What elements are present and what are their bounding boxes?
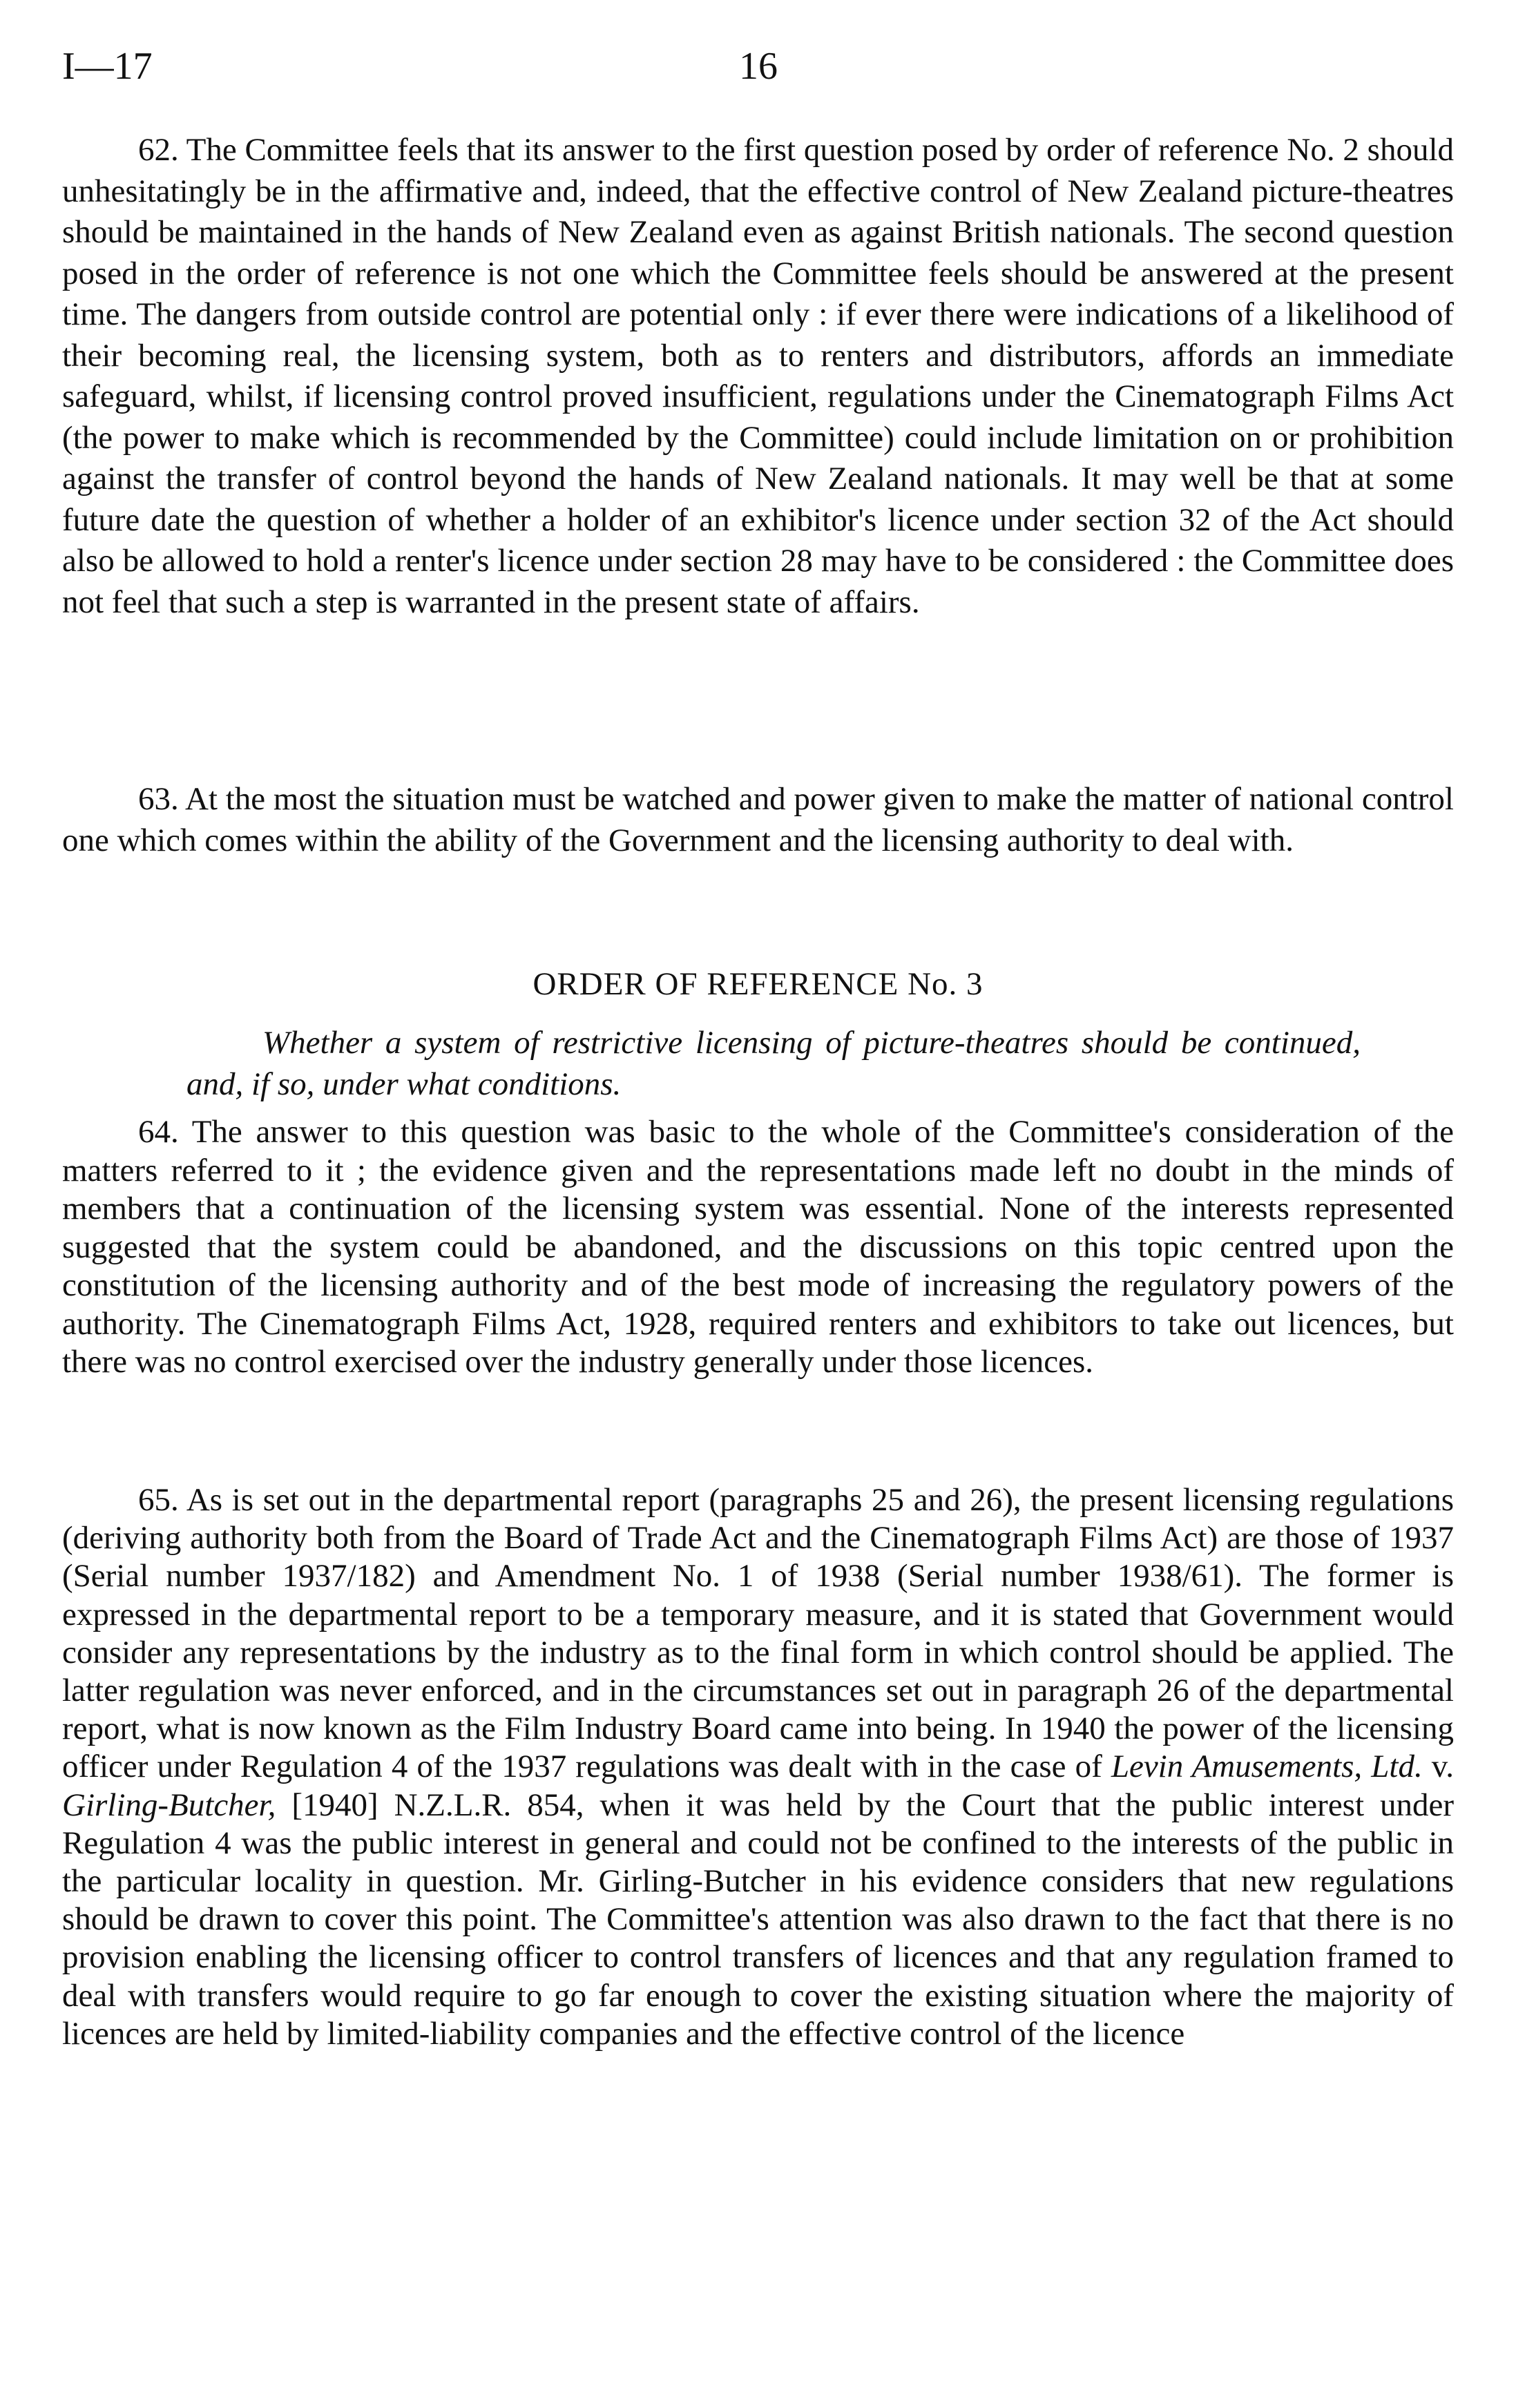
paragraph-63: 63. At the most the situation must be watched and power given to make the matter of national control one which comes within the ability of the Government and the licensing authority to deal with. — [62, 781, 1454, 858]
case-versus: v. — [1422, 1749, 1454, 1785]
section-heading: ORDER OF REFERENCE No. 3 — [532, 966, 984, 1002]
paragraph-65 — [62, 1481, 1454, 2053]
paragraph-65-text-end: [1940] N.Z.L.R. 854, when it was held by the Court that the public interest under Regulation 4 was the public interest in general and could not be confined to the interests of the public in the particular locality in question. Mr. Girling-Butcher in his evidence considers that new regulations should be drawn to cover this point. The Committee's attention was also drawn to the fact that there is no provision enabling the licensing officer to control transfers of licences and that any regulation framed to deal with transfers would require to go far enough to cover the existing situation where the majority of licences are held by limited-liability companies and the effective control of the licence — [62, 1786, 1454, 2052]
page-number: 16 — [739, 45, 778, 88]
case-name: Levin Amusements, Ltd. — [1111, 1749, 1423, 1785]
page-header — [62, 44, 1457, 99]
page-reference: I—17 — [62, 45, 153, 88]
paragraph-65-text-start: 65. As is set out in the departmental report (paragraphs 25 and 26), the present licensing regulations (deriving authority both from the Board of Trade Act and the Cinematograph Films Act) are those of 1937 (Serial number 1937/182) and Amendment No. 1 of 1938 (Serial number 1938/61). The former is expressed in the departmental report to be a temporary measure, and it is stated that Government would consider any representations by the industry as to the final form in which control should be applied. The latter regulation was never enforced, and in the circumstances set out in paragraph 26 of the departmental report, what is now known as the Film Industry Board came into being. In 1940 the power of the licensing officer under Regulation 4 of the 1937 regulations was dealt with in the case of — [62, 1482, 1454, 1785]
paragraph-62: 62. The Committee feels that its answer to the first question posed by order of reference No. 2 should unhesitatingly be in the affirmative and, indeed, that the effective control of New Zealand picture-theatres should be maintained in the hands of New Zealand even as against British nationals. The second question posed in the order of reference is not one which the Committee feels should be answered at the present time. The dangers from outside control are potential only : if ever there were indications of a likelihood of their becoming real, the licensing system, both as to renters and distributors, affords an immediate safeguard, whilst, if licensing control proved insufficient, regulations under the Cinematograph Films Act (the power to make which is recommended by the Committee) could include limitation on or prohibition against the transfer of control beyond the hands of New Zealand nationals. It may well be that at some future date the question of whether a holder of an exhibitor's licence under section 32 of the Act should also be allowed to hold a renter's licence under section 28 may have to be considered : the Committee does not feel that such a step is warranted in the present state of affairs. — [62, 132, 1454, 620]
section-subtitle: Whether a system of restrictive licensing of picture-theatres should be continued, and, if so, under what conditions. — [186, 1025, 1361, 1102]
paragraph-64: 64. The answer to this question was basic to the whole of the Committee's consideration of the matters referred to it ; the evidence given and the representations made left no doubt in the minds of members that a continuation of the licensing system was essential. None of the interests represented suggested that the system could be abandoned, and the discussions on this topic centred upon the constitution of the licensing authority and of the best mode of increasing the regulatory powers of the authority. The Cinematograph Films Act, 1928, required renters and exhibitors to take out licences, but there was no control exercised over the industry generally under those licences. — [62, 1114, 1454, 1380]
case-party: Girling-Butcher, — [62, 1786, 276, 1823]
